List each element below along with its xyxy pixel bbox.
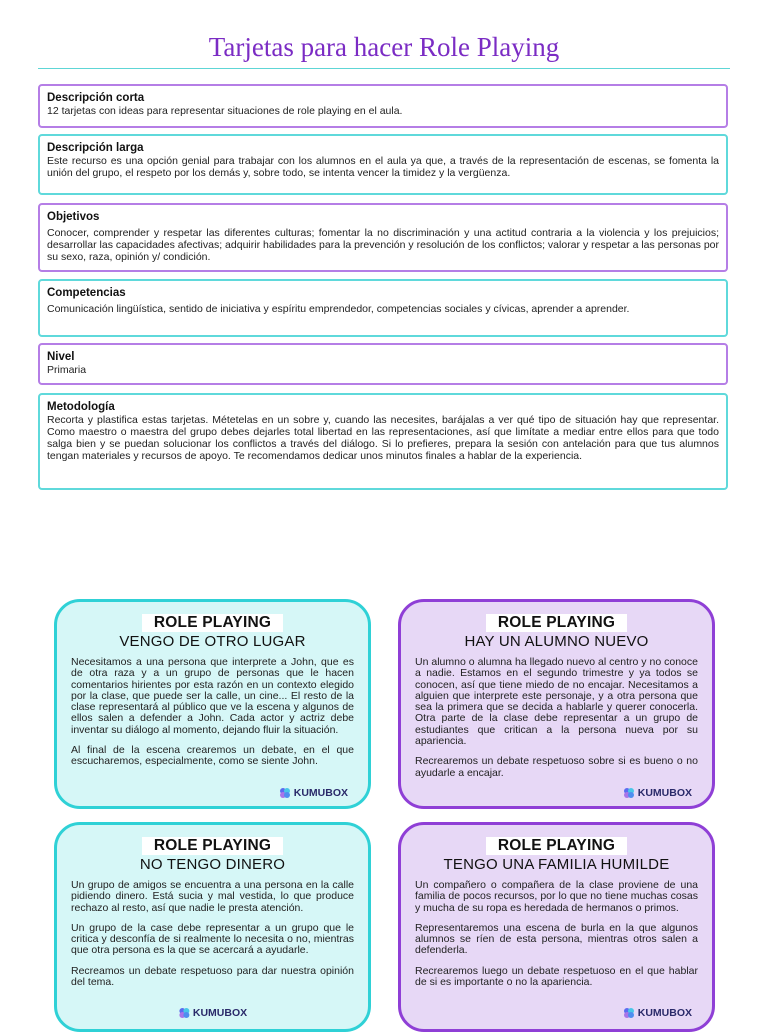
card-paragraph: Al final de la escena crearemos un debate, en el que escucharemos, especialmente, como se siente John.: [71, 744, 354, 768]
section-text: Este recurso es una opción genial para trabajar con los alumnos en el aula ya que, a través de la representación de escenas, se fomenta la unión del grupo, el respeto por los demás y, sobre todo, se intenta vencer la timidez y la vergüenza.: [47, 155, 719, 179]
section-objetivos: [38, 203, 728, 272]
card-paragraph: Un compañero o compañera de la clase proviene de una familia de pocos recursos, por lo que no tiene muchas cosas y mucha de su ropa es heredada de hermanos o primos.: [415, 879, 698, 914]
card-paragraph: Un alumno o alumna ha llegado nuevo al centro y no conoce a nadie. Estamos en el segundo trimestre y ya todos se conocen, así que tiene miedo de no encajar. Necesitamos a alguien que interprete este personaje, y a otra persona que sea la primera que se decida a hablarle y querer conocerla. Otra parte de la clase debe representar a un grupo de estudiantes que critican a la persona nueva por su apariencia.: [415, 656, 698, 748]
section-heading: Descripción larga: [47, 142, 144, 154]
card-body: [415, 880, 698, 988]
card-body: [415, 657, 698, 779]
card-vengo-de-otro-lugar: [54, 599, 371, 809]
kumubox-logo-icon: [279, 787, 291, 799]
card-badge: ROLE PLAYING: [142, 837, 283, 855]
card-no-tengo-dinero: [54, 822, 371, 1032]
section-metodologia: [38, 393, 728, 490]
kumubox-logo: [623, 787, 692, 799]
section-heading: Competencias: [47, 287, 126, 299]
section-text: Conocer, comprender y respetar las diferentes culturas; fomentar la no discriminación y una actitud contraria a la violencia y los prejuicios; desarrollar las capacidades afectivas; adquirir habilidades para la prevención y resolución de los conflictos; valorar y respetar a las personas por su sexo, raza, opinión y/ condición.: [47, 227, 719, 263]
card-tengo-una-familia-humilde: [398, 822, 715, 1032]
page-title: Tarjetas para hacer Role Playing: [208, 32, 560, 62]
section-descripcion-corta: [38, 84, 728, 128]
section-descripcion-larga: [38, 134, 728, 195]
logo-text: KUMUBOX: [192, 1007, 248, 1019]
section-text: Recorta y plastifica estas tarjetas. Métetelas en un sobre y, cuando las necesites, barájalas a ver qué tipo de situación hay que representar. Como maestro o maestra del grupo debes dejarles total libertad en las representaciones, así que limítate a mediar entre ellos para que todo salga bien y se puedan solucionar los conflictos a través del diálogo. Si lo prefieres, prepara la sesión con antelación para que tus alumnos tengan materiales y recursos de apoyo. Te recomendamos dedicar unos minutos finales a hablar de la experiencia.: [47, 414, 719, 462]
card-paragraph: Recrearemos un debate respetuoso sobre si es bueno o no ayudarle a encajar.: [415, 755, 698, 779]
logo-text: KUMUBOX: [637, 1007, 692, 1019]
card-hay-un-alumno-nuevo: [398, 599, 715, 809]
card-paragraph: Recreamos un debate respetuoso para dar nuestra opinión del tema.: [71, 964, 354, 989]
card-paragraph: Recrearemos luego un debate respetuoso en el que hablar de si es importante o no la apariencia.: [415, 964, 698, 989]
kumubox-logo: [623, 1007, 692, 1019]
section-heading: Nivel: [47, 351, 75, 363]
card-badge: ROLE PLAYING: [486, 614, 627, 632]
title-divider: [38, 68, 730, 69]
logo-text: KUMUBOX: [293, 787, 348, 799]
card-title: HAY UN ALUMNO NUEVO: [464, 633, 649, 650]
card-paragraph: Un grupo de amigos se encuentra a una persona en la calle pidiendo dinero. Está sucia y mal vestida, lo que produce rechazo al resto, así que nadie le presta atención.: [71, 879, 354, 914]
section-text: Comunicación lingüística, sentido de iniciativa y espíritu emprendedor, competencias sociales y cívicas, aprender a aprender.: [47, 303, 630, 315]
kumubox-logo: [178, 1007, 247, 1019]
section-text: 12 tarjetas con ideas para representar situaciones de role playing en el aula.: [47, 105, 403, 117]
kumubox-logo-icon: [623, 1007, 635, 1019]
kumubox-logo-icon: [178, 1007, 190, 1019]
section-nivel: [38, 343, 728, 385]
section-heading: Objetivos: [47, 211, 100, 223]
card-body: [71, 657, 354, 768]
section-heading: Descripción corta: [47, 92, 145, 104]
card-badge: ROLE PLAYING: [486, 837, 627, 855]
kumubox-logo: [279, 787, 348, 799]
section-text: Primaria: [47, 364, 87, 376]
card-title: VENGO DE OTRO LUGAR: [119, 633, 306, 650]
card-badge: ROLE PLAYING: [142, 614, 283, 632]
section-heading: Metodología: [47, 401, 115, 413]
card-paragraph: Un grupo de la case debe representar a un grupo que le critica y desconfía de si realmente lo necesita o no, mientras que otra persona es la que se acercará a ayudarle.: [71, 921, 354, 957]
section-competencias: [38, 279, 728, 337]
card-title: TENGO UNA FAMILIA HUMILDE: [443, 856, 670, 873]
card-title: NO TENGO DINERO: [139, 856, 286, 873]
kumubox-logo-icon: [623, 787, 635, 799]
card-paragraph: Necesitamos a una persona que interprete a John, que es de otra raza y a un grupo de personas que le hacen comentarios hirientes por esta razón en un contexto elegido por la clase, que puede ser la calle, un cine... El resto de la clase representará al público que ve la escena y algunos de ellos salen a defender a John. Cada actor y actriz debe inventar su diálogo al momento, dejando fluir la situación.: [71, 656, 354, 736]
card-paragraph: Representaremos una escena de burla en la que algunos alumnos se ríen de esta persona, mientras otros salen a defenderla.: [415, 921, 698, 957]
card-body: [71, 880, 354, 988]
logo-text: KUMUBOX: [637, 787, 692, 799]
